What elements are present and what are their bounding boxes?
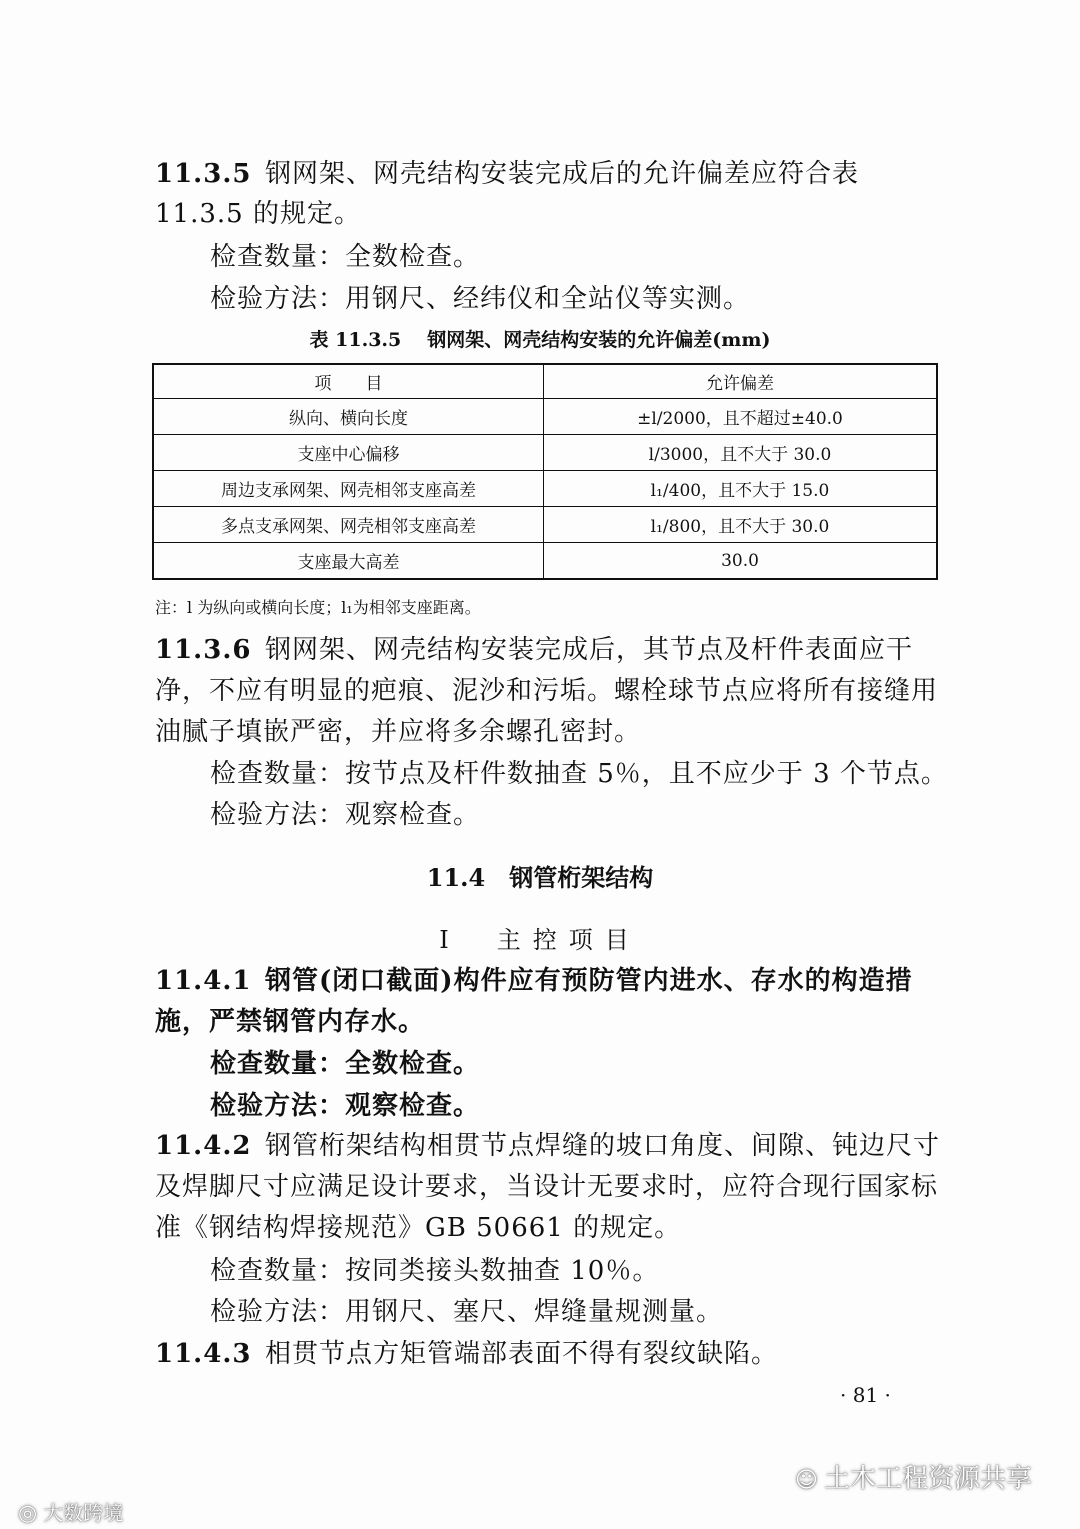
section-title: 钢管桁架结构: [509, 863, 654, 892]
clause-11-4-1-line2: 施，严禁钢管内存水。: [155, 1007, 426, 1037]
table-row: [153, 399, 937, 435]
table-cell: l/3000，且不大于 30.0: [544, 435, 938, 471]
clause-11-4-1-line1: [155, 961, 913, 1001]
table-cell: 纵向、横向长度: [153, 399, 544, 435]
page-number: · 81 ·: [840, 1383, 891, 1407]
table-cell: 支座最大高差: [153, 543, 544, 580]
watermark-left: [18, 1497, 123, 1526]
table-row: [153, 507, 937, 543]
clause-11-4-2-line2: 及焊脚尺寸应满足设计要求，当设计无要求时，应符合现行国家标: [155, 1172, 939, 1202]
clause-11-3-6-line2: 净，不应有明显的疤痕、泥沙和污垢。螺栓球节点应将所有接缝用: [155, 676, 939, 706]
table-caption-number: 表 11.3.5: [309, 329, 402, 351]
check-quantity-text: 检查数量：全数检查。: [210, 1049, 481, 1079]
clause-number: 11.4.1: [155, 966, 252, 996]
clause-text: 钢管(闭口截面)构件应有预防管内进水、存水的构造措: [265, 966, 913, 996]
table-cell: 30.0: [544, 543, 938, 580]
subsection-heading: Ⅰ 主控项目: [439, 926, 641, 954]
table-note: 注：l 为纵向或横向长度；l₁为相邻支座距离。: [155, 598, 481, 617]
check-method-text: 检验方法：用钢尺、塞尺、焊缝量规测量。: [210, 1297, 724, 1327]
check-quantity-text: 检查数量：按同类接头数抽查 10％。: [210, 1256, 660, 1286]
header-tolerance: 允许偏差: [544, 364, 938, 399]
clause-11-4-3-line1: [155, 1334, 778, 1374]
watermark-left-text: 大数跨境: [43, 1501, 124, 1525]
clause-text: 钢网架、网壳结构安装完成后，其节点及杆件表面应干: [265, 635, 914, 665]
check-quantity-text: 检查数量：按节点及杆件数抽查 5％，且不应少于 3 个节点。: [210, 759, 948, 789]
clause-text: 钢管桁架结构相贯节点焊缝的坡口角度、间隙、钝边尺寸: [265, 1131, 941, 1161]
platform-logo-icon: ◎: [18, 1501, 38, 1526]
table-cell: 多点支承网架、网壳相邻支座高差: [153, 507, 544, 543]
clause-11-3-5-line1: [155, 154, 859, 194]
table-row: [153, 543, 937, 580]
clause-number: 11.3.5: [155, 159, 252, 189]
clause-11-4-2-line1: [155, 1126, 940, 1166]
table-cell: l₁/800，且不大于 30.0: [544, 507, 938, 543]
clause-number: 11.4.3: [155, 1339, 252, 1369]
check-quantity-text: 检查数量：全数检查。: [210, 242, 481, 272]
section-number: 11.4: [426, 863, 486, 892]
clause-11-3-6-line3: 油腻子填嵌严密，并应将多余螺孔密封。: [155, 717, 642, 747]
table-header-row: [153, 364, 937, 399]
table-caption: [0, 326, 1080, 354]
section-heading: [0, 860, 1080, 896]
table-cell: 周边支承网架、网壳相邻支座高差: [153, 471, 544, 507]
table-cell: l₁/400，且不大于 15.0: [544, 471, 938, 507]
table-row: [153, 471, 937, 507]
watermark-right-text: 土木工程资源共享: [823, 1464, 1032, 1494]
clause-11-4-2-line3: 准《钢结构焊接规范》GB 50661 的规定。: [155, 1213, 682, 1243]
clause-number: 11.4.2: [155, 1131, 252, 1161]
tolerance-table: [152, 363, 938, 580]
clause-text: 钢网架、网壳结构安装完成后的允许偏差应符合表: [265, 159, 860, 189]
clause-11-3-5-line2: 11.3.5 的规定。: [155, 199, 361, 229]
table-caption-title: 钢网架、网壳结构安装的允许偏差(mm): [427, 329, 771, 351]
clause-11-3-6-line1: [155, 630, 913, 670]
table-cell: ±l/2000，且不超过±40.0: [544, 399, 938, 435]
watermark-right: [795, 1458, 1032, 1495]
clause-text: 相贯节点方矩管端部表面不得有裂纹缺陷。: [265, 1339, 779, 1369]
header-item: 项 目: [153, 364, 544, 399]
table-cell: 支座中心偏移: [153, 435, 544, 471]
check-method-text: 检验方法：观察检查。: [210, 1091, 481, 1121]
table-row: [153, 435, 937, 471]
wechat-logo-icon: ☺: [795, 1468, 818, 1493]
check-method-text: 检验方法：用钢尺、经纬仪和全站仪等实测。: [210, 284, 751, 314]
clause-number: 11.3.6: [155, 635, 252, 665]
check-method-text: 检验方法：观察检查。: [210, 800, 481, 830]
